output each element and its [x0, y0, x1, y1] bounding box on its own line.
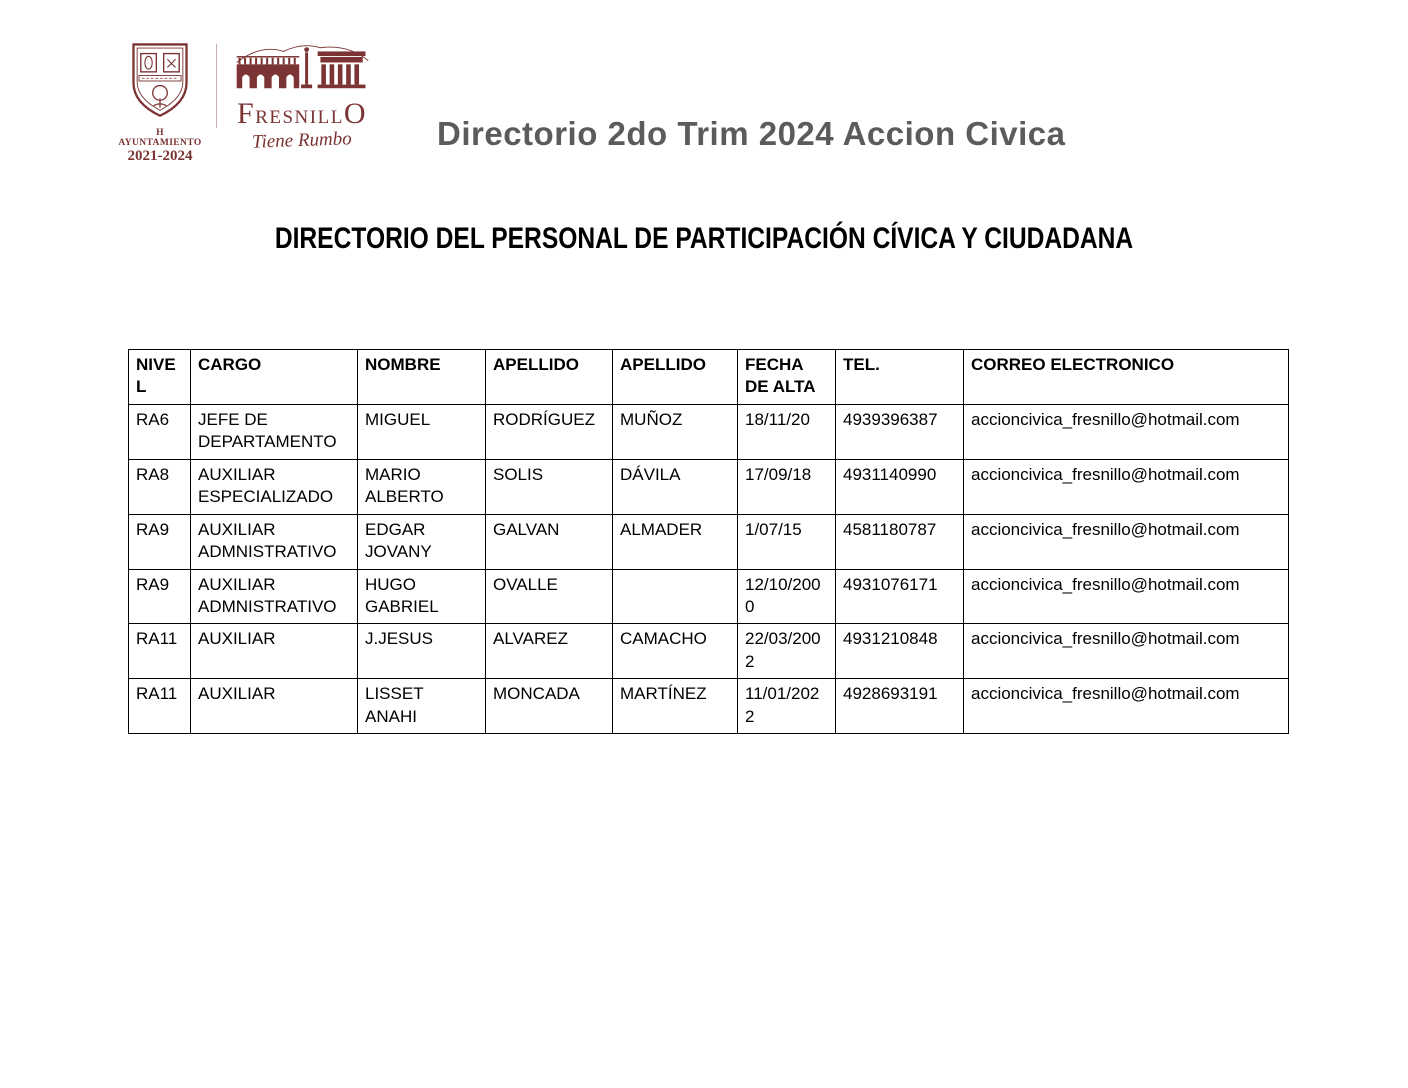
table-row — [129, 679, 1289, 734]
cell-apellido-1: ALVAREZ — [486, 624, 613, 679]
cell-cargo: AUXILIAR ADMNISTRATIVO — [191, 514, 358, 569]
cell-apellido-2: ALMADER — [613, 514, 738, 569]
table-row — [129, 404, 1289, 459]
cell-tel: 4931140990 — [836, 459, 964, 514]
table-row — [129, 624, 1289, 679]
cell-correo: accioncivica_fresnillo@hotmail.com — [964, 514, 1289, 569]
column-header-tel: TEL. — [836, 350, 964, 405]
cell-cargo: JEFE DE DEPARTAMENTO — [191, 404, 358, 459]
table-row — [129, 569, 1289, 624]
column-header-apellido-1: APELLIDO — [486, 350, 613, 405]
cell-tel: 4581180787 — [836, 514, 964, 569]
cell-apellido-1: OVALLE — [486, 569, 613, 624]
cell-fecha-alta: 12/10/2000 — [738, 569, 836, 624]
cell-fecha-alta: 22/03/2002 — [738, 624, 836, 679]
cell-tel: 4928693191 — [836, 679, 964, 734]
cell-nombre: HUGO GABRIEL — [358, 569, 486, 624]
cell-cargo: AUXILIAR ADMNISTRATIVO — [191, 569, 358, 624]
cell-apellido-1: GALVAN — [486, 514, 613, 569]
cell-nivel: RA11 — [129, 679, 191, 734]
brand-header — [118, 40, 373, 165]
cell-cargo: AUXILIAR — [191, 679, 358, 734]
wordmark-last-letter: O — [343, 97, 367, 130]
cell-tel: 4931076171 — [836, 569, 964, 624]
cell-tel: 4931210848 — [836, 624, 964, 679]
cell-correo: accioncivica_fresnillo@hotmail.com — [964, 459, 1289, 514]
table-row — [129, 514, 1289, 569]
cell-fecha-alta: 11/01/2022 — [738, 679, 836, 734]
column-header-nombre: NOMBRE — [358, 350, 486, 405]
cell-nivel: RA6 — [129, 404, 191, 459]
document-title: Directorio 2do Trim 2024 Accion Civica — [437, 115, 1066, 152]
cell-fecha-alta: 18/11/20 — [738, 404, 836, 459]
cell-apellido-1: MONCADA — [486, 679, 613, 734]
table-header-row — [129, 350, 1289, 405]
cell-apellido-2: MUÑOZ — [613, 404, 738, 459]
cell-nivel: RA9 — [129, 569, 191, 624]
crest-caption-line2: 2021-2024 — [127, 147, 193, 164]
crest-caption-line1: H AYUNTAMIENTO — [118, 128, 202, 148]
cell-nivel: RA8 — [129, 459, 191, 514]
column-header-nivel: NIVEL — [129, 350, 191, 405]
cell-correo: accioncivica_fresnillo@hotmail.com — [964, 679, 1289, 734]
cell-nombre: J.JESUS — [358, 624, 486, 679]
column-header-correo: CORREO ELECTRONICO — [964, 350, 1289, 405]
wordmark-middle: RESNILL — [255, 107, 344, 128]
cell-fecha-alta: 1/07/15 — [738, 514, 836, 569]
logo-divider — [216, 44, 217, 128]
cell-cargo: AUXILIAR ESPECIALIZADO — [191, 459, 358, 514]
cell-fecha-alta: 17/09/18 — [738, 459, 836, 514]
brand-wordmark — [237, 99, 367, 129]
cell-cargo: AUXILIAR — [191, 624, 358, 679]
bridge-logo-block — [231, 40, 373, 152]
cell-nombre: LISSET ANAHI — [358, 679, 486, 734]
wordmark-first-letter: F — [237, 97, 256, 130]
brand-tagline: Tiene Rumbo — [251, 128, 353, 153]
cell-nombre: MIGUEL — [358, 404, 486, 459]
bridge-logo-icon — [233, 40, 371, 101]
cell-correo: accioncivica_fresnillo@hotmail.com — [964, 624, 1289, 679]
cell-tel: 4939396387 — [836, 404, 964, 459]
crest-caption — [118, 129, 202, 165]
cell-nombre: MARIO ALBERTO — [358, 459, 486, 514]
municipal-crest-icon — [128, 40, 192, 127]
crest-block — [118, 40, 202, 165]
cell-correo: accioncivica_fresnillo@hotmail.com — [964, 404, 1289, 459]
cell-nombre: EDGAR JOVANY — [358, 514, 486, 569]
directory-table — [128, 349, 1289, 734]
cell-nivel: RA9 — [129, 514, 191, 569]
cell-correo: accioncivica_fresnillo@hotmail.com — [964, 569, 1289, 624]
cell-apellido-1: SOLIS — [486, 459, 613, 514]
section-title: DIRECTORIO DEL PERSONAL DE PARTICIPACIÓN CÍVICA Y CIUDADANA — [274, 222, 1134, 255]
cell-apellido-2: DÁVILA — [613, 459, 738, 514]
cell-apellido-1: RODRÍGUEZ — [486, 404, 613, 459]
table-row — [129, 459, 1289, 514]
column-header-cargo: CARGO — [191, 350, 358, 405]
column-header-apellido-2: APELLIDO — [613, 350, 738, 405]
cell-nivel: RA11 — [129, 624, 191, 679]
cell-apellido-2: CAMACHO — [613, 624, 738, 679]
cell-apellido-2: MARTÍNEZ — [613, 679, 738, 734]
column-header-fecha-de-alta: FECHA DE ALTA — [738, 350, 836, 405]
cell-apellido-2 — [613, 569, 738, 624]
